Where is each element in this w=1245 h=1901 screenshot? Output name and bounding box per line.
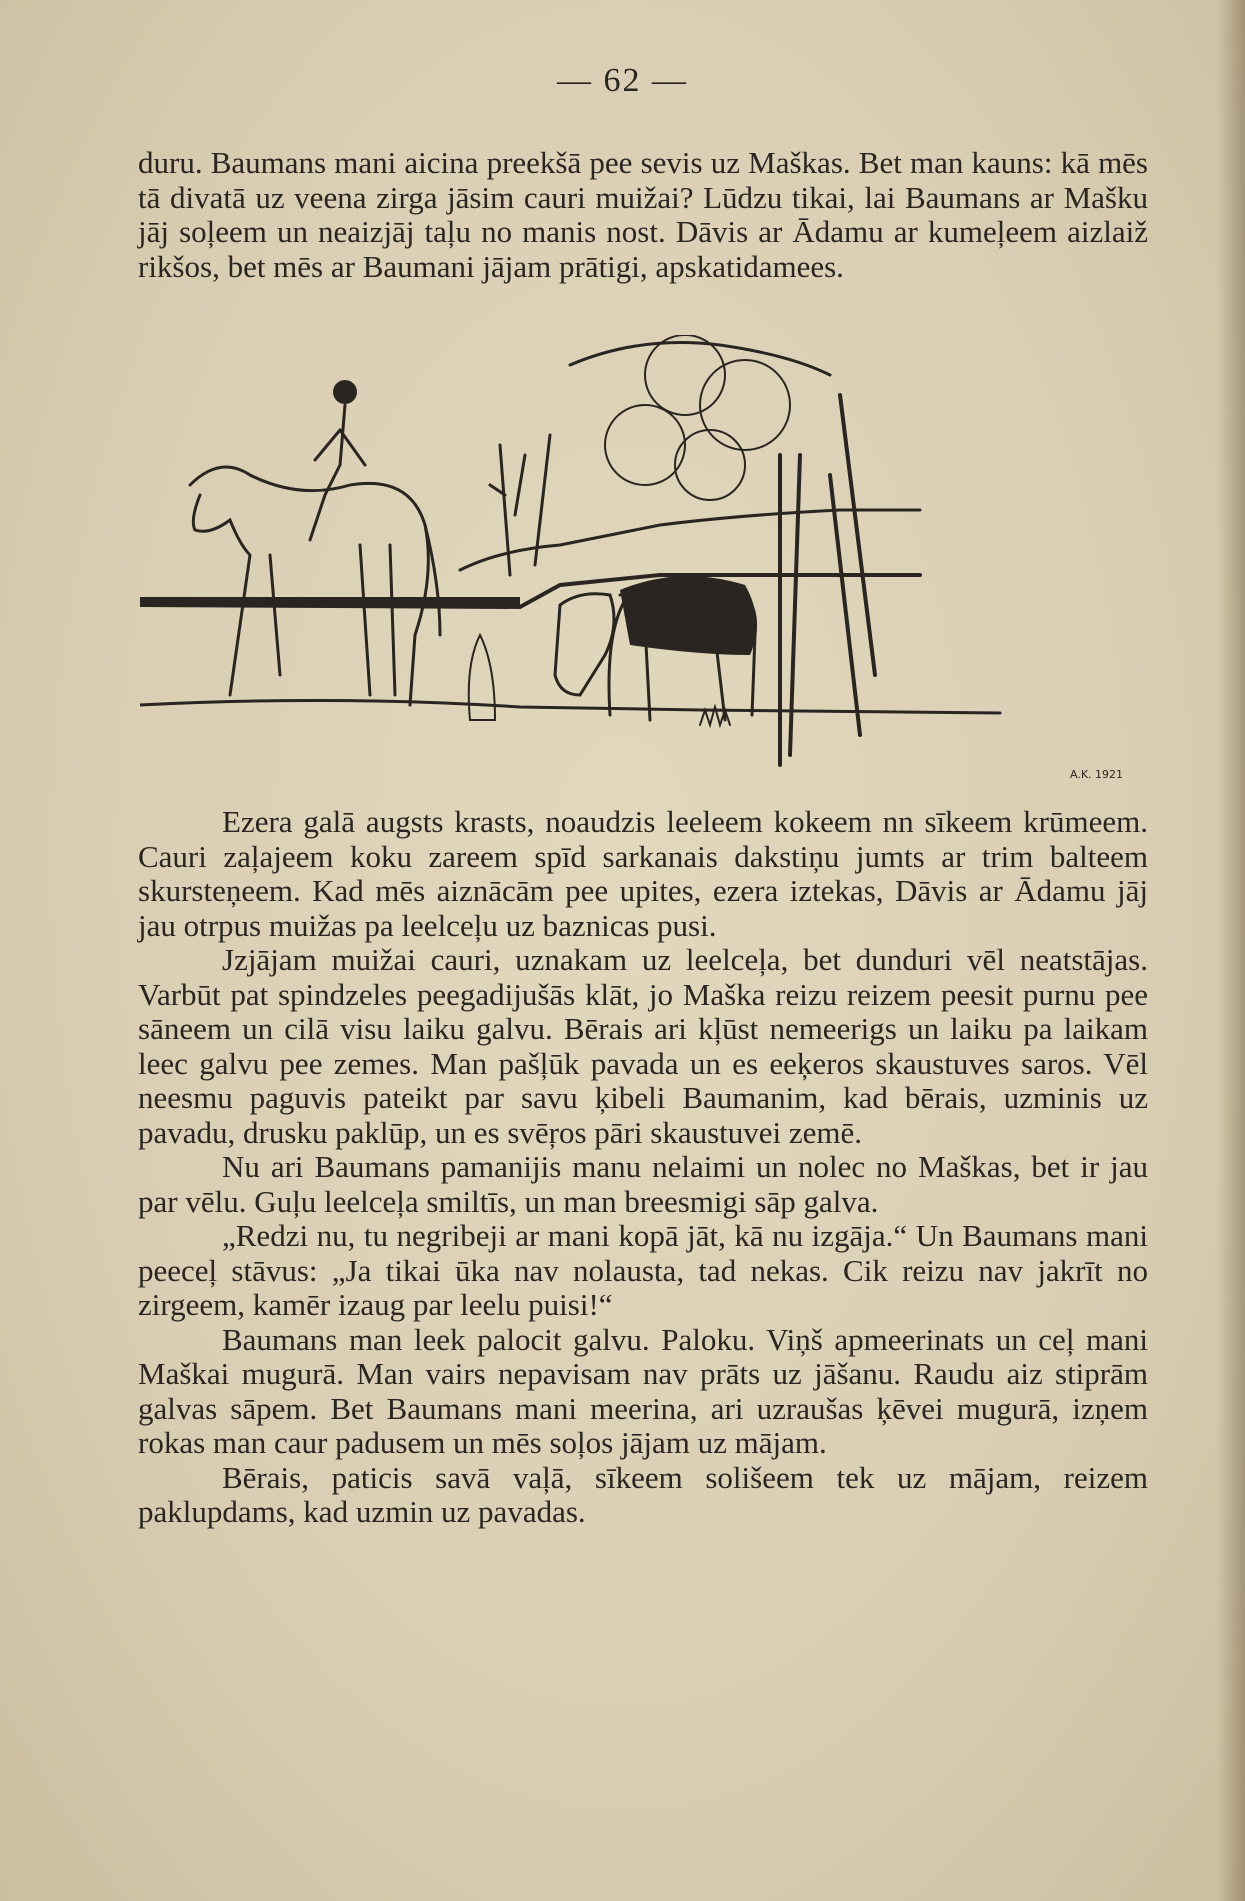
paragraph: Baumans man leek palocit galvu. Paloku. Viņš apmeerinats un ceļ mani Maškai mugurā. Man vairs nepavisam nav prāts uz jāšanu. Raudu aiz stiprām galvas sāpem. Bet Baumans mani meerina, ari uzraušas ķēvei mugurā, izņem rokas man caur padusem un mēs soļos jājam uz mājam. bbox=[138, 1321, 1148, 1460]
top-text-block bbox=[138, 146, 1148, 284]
paragraph: Jzjājam muižai cauri, uznakam uz leelceļa, bet dunduri vēl neatstājas. Varbūt pat spindzeles peegadijušās klāt, jo Maška reizu reizem peesit purnu pee sāneem un cilā visu laiku galvu. Bērais ari kļūst nemeerigs un laiku pa laikam leec galvu pee zemes. Man pašļūk pavada un es eeķeros skaustuves saros. Vēl neesmu paguvis pateikt par savu ķibeli Baumanim, kad bērais, uzminis uz pavadu, drusku paklūp, un es svēŗos pāri skaustuvei zemē. bbox=[138, 942, 1148, 1150]
bottom-text-block bbox=[138, 805, 1148, 1530]
paragraph: Nu ari Baumans pamanijis manu nelaimi un nolec no Maškas, bet ir jau par vēlu. Guļu leelceļa smiltīs, un man breesmigi sāp galva. bbox=[138, 1149, 1148, 1219]
paragraph: Bērais, paticis savā vaļā, sīkeem solišeem tek uz mājam, reizem paklupdams, kad uzmin uz pavadas. bbox=[138, 1459, 1148, 1529]
page-number: — 62 — bbox=[557, 62, 688, 99]
paragraph-top: duru. Baumans mani aicina preekšā pee sevis uz Maškas. Bet man kauns: kā mēs tā divatā uz veena zirga jāsim cauri muižai? Lūdzu tikai, lai Baumans ar Mašku jāj soļeem un neaizjāj taļu no manis nost. Dāvis ar Ādamu ar kumeļeem aizlaiž rikšos, bet mēs ar Baumani jājam prātigi, apskatidamees. bbox=[138, 145, 1148, 284]
paragraph: Ezera galā augsts krasts, noaudzis leeleem kokeem nn sīkeem krūmeem. Cauri zaļajeem koku zareem spīd sarkanais dakstiņu jumts ar trim balteem skursteņeem. Kad mēs aiznācām pee upites, ezera iztekas, Dāvis ar Ādamu jāj jau otrpus muižas pa leelceļu uz baznicas pusi. bbox=[138, 804, 1148, 943]
page-spine-shadow bbox=[1217, 0, 1245, 1901]
horses-landscape-illustration bbox=[140, 335, 1140, 790]
paragraph: „Redzi nu, tu negribeji ar mani kopā jāt, kā nu izgāja.“ Un Baumans mani peeceļ stāvus: „Ja tikai ūka nav nolausta, tad nekas. Cik reizu nav jakrīt no zirgeem, kamēr izaug par leelu puisi!“ bbox=[138, 1218, 1148, 1322]
illustration-signature: A.K. 1921 bbox=[1070, 768, 1124, 781]
